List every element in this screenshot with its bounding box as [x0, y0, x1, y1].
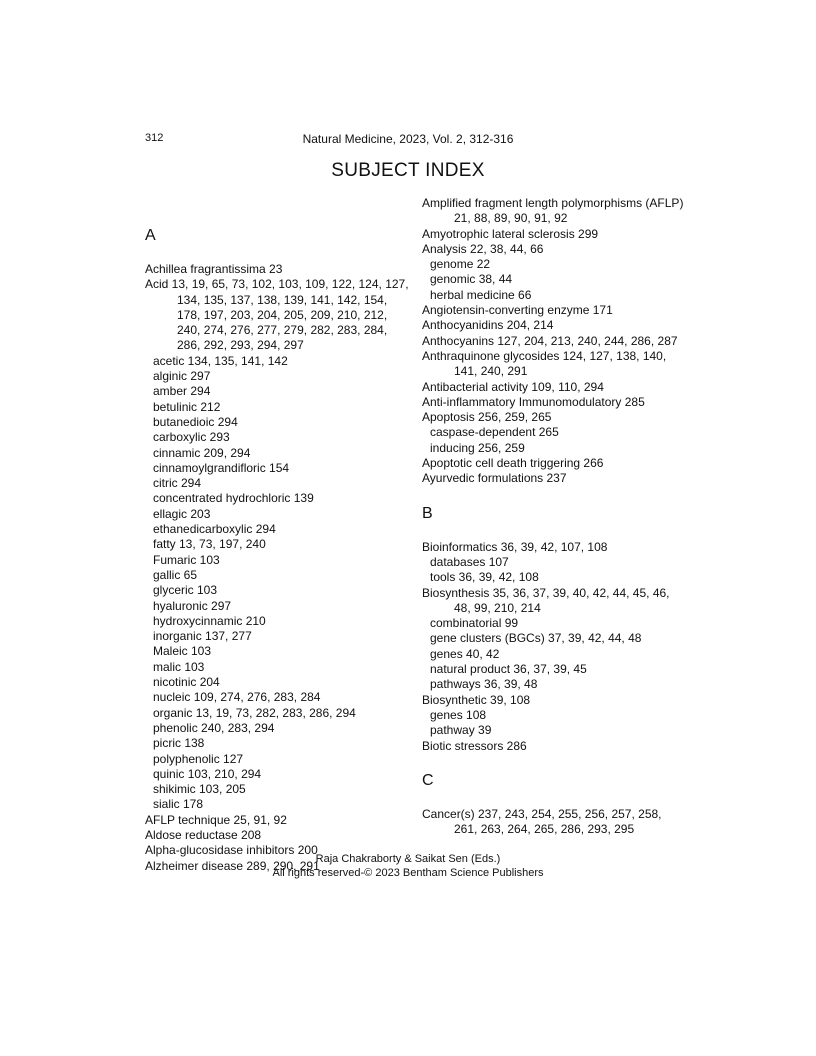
index-subentry: nicotinic 204 [153, 675, 220, 690]
footer-editors: Raja Chakraborty & Saikat Sen (Eds.) [315, 853, 501, 865]
section-letter-a: A [145, 227, 156, 244]
index-entry: Anthraquinone glycosides 124, 127, 138, 140, 141, 240, 291 [422, 348, 667, 379]
index-subentry: picric 138 [153, 736, 205, 751]
index-entry: Amplified fragment length polymorphisms (AFLP) 21, 88, 89, 90, 91, 92 [422, 196, 684, 226]
index-entry: Anthocyanins 127, 204, 213, 240, 244, 286, 287 [422, 333, 678, 348]
index-subentry: pathways 36, 39, 48 [430, 677, 538, 692]
index-subentry: inducing 256, 259 [430, 440, 525, 455]
index-entry: Biosynthesis 35, 36, 37, 39, 40, 42, 44, 45, 46, 48, 99, 210, 214 [422, 585, 670, 615]
index-subentry: inorganic 137, 277 [153, 629, 252, 644]
index-entries-b [422, 540, 687, 754]
index-entry: Apoptosis 256, 259, 265 [422, 410, 552, 425]
index-entries-c [422, 807, 687, 838]
index-subentry: sialic 178 [153, 797, 204, 812]
index-subentry: polyphenolic 127 [153, 751, 244, 766]
index-subentry: gene clusters (BGCs) 37, 39, 42, 44, 48 [430, 631, 642, 646]
index-entries-a [145, 262, 410, 874]
index-subentry: shikimic 103, 205 [153, 782, 246, 797]
index-entry: Anthocyanidins 204, 214 [422, 318, 554, 333]
index-entry: Alpha-glucosidase inhibitors 200 [145, 843, 318, 858]
index-subentry: organic 13, 19, 73, 282, 283, 286, 294 [153, 705, 356, 720]
index-subentry: carboxylic 293 [153, 430, 230, 445]
index-subentry: caspase-dependent 265 [430, 425, 559, 440]
index-entry: Achillea fragrantissima 23 [145, 262, 283, 276]
index-entry: Analysis 22, 38, 44, 66 [422, 241, 544, 256]
index-subentry: amber 294 [153, 384, 211, 399]
index-subentry: quinic 103, 210, 294 [153, 766, 262, 781]
index-entry: Cancer(s) 237, 243, 254, 255, 256, 257, 258, 261, 263, 264, 265, 286, 293, 295 [422, 806, 662, 837]
index-subentry: alginic 297 [153, 369, 211, 384]
index-subentry: hydroxycinnamic 210 [153, 613, 266, 628]
index-entry: Aldose reductase 208 [145, 827, 262, 842]
index-subentry: cinnamoylgrandifloric 154 [153, 460, 290, 475]
index-subentry: combinatorial 99 [430, 616, 519, 631]
page-title: SUBJECT INDEX [331, 160, 485, 181]
index-subentry: concentrated hydrochloric 139 [153, 491, 314, 506]
index-entry: Acid 13, 19, 65, 73, 102, 103, 109, 122, 124, 127, 134, 135, 137, 138, 139, 141, 142, 154, 178, 197, 203, 204, 205, 209, 210, 212, 240, 274, 276, 277, 279, 282, 283, 284, 286, 292, 293, 294, 297 [145, 277, 409, 353]
index-entry: Amyotrophic lateral sclerosis 299 [422, 226, 599, 241]
index-subentry: Fumaric 103 [153, 552, 220, 567]
index-subentry: fatty 13, 73, 197, 240 [153, 537, 266, 552]
left-column [145, 226, 410, 874]
index-subentry: cinnamic 209, 294 [153, 445, 251, 460]
index-subentry: genome 22 [430, 257, 491, 272]
index-subentry: natural product 36, 37, 39, 45 [430, 662, 587, 677]
journal-header: Natural Medicine, 2023, Vol. 2, 312-316 [302, 132, 514, 146]
index-entry: Ayurvedic formulations 237 [422, 471, 567, 486]
index-subentry: genes 108 [430, 707, 487, 722]
index-subentry: Maleic 103 [153, 644, 212, 659]
index-entry: Biotic stressors 286 [422, 738, 527, 753]
index-subentry: hyaluronic 297 [153, 598, 232, 613]
right-column [422, 196, 687, 837]
index-subentry: citric 294 [153, 476, 202, 491]
index-entry: Bioinformatics 36, 39, 42, 107, 108 [422, 539, 608, 554]
index-subentry: phenolic 240, 283, 294 [153, 720, 275, 735]
index-entry: Anti-inflammatory Immunomodulatory 285 [422, 394, 645, 409]
footer-copyright: All rights reserved-© 2023 Bentham Science Publishers [272, 867, 544, 879]
section-letter-c: C [422, 771, 434, 789]
index-subentry: genomic 38, 44 [430, 272, 513, 287]
index-subentry: acetic 134, 135, 141, 142 [153, 353, 288, 368]
index-subentry: databases 107 [430, 554, 509, 569]
index-subentry: genes 40, 42 [430, 646, 500, 661]
index-subentry: herbal medicine 66 [430, 287, 532, 302]
index-subentry: ellagic 203 [153, 506, 211, 521]
index-subentry: gallic 65 [153, 567, 198, 582]
index-subentry: tools 36, 39, 42, 108 [430, 570, 539, 585]
index-entry: Alzheimer disease 289, 290, 291 [145, 858, 320, 873]
index-subentry: betulinic 212 [153, 399, 221, 414]
index-subentry: glyceric 103 [153, 583, 218, 598]
index-subentry: butanedioic 294 [153, 414, 238, 429]
index-subentry: malic 103 [153, 659, 205, 674]
index-entry: Biosynthetic 39, 108 [422, 692, 531, 707]
index-entry: Apoptotic cell death triggering 266 [422, 456, 604, 471]
index-entry: Angiotensin-converting enzyme 171 [422, 303, 613, 318]
index-entry: Antibacterial activity 109, 110, 294 [422, 379, 604, 394]
index-subentry: pathway 39 [430, 723, 492, 738]
index-entries-a-continued [422, 196, 687, 487]
index-entry: AFLP technique 25, 91, 92 [145, 812, 287, 827]
index-subentry: ethanedicarboxylic 294 [153, 522, 276, 537]
section-letter-b: B [422, 504, 433, 522]
index-subentry: nucleic 109, 274, 276, 283, 284 [153, 690, 321, 705]
page-number: 312 [145, 132, 164, 144]
